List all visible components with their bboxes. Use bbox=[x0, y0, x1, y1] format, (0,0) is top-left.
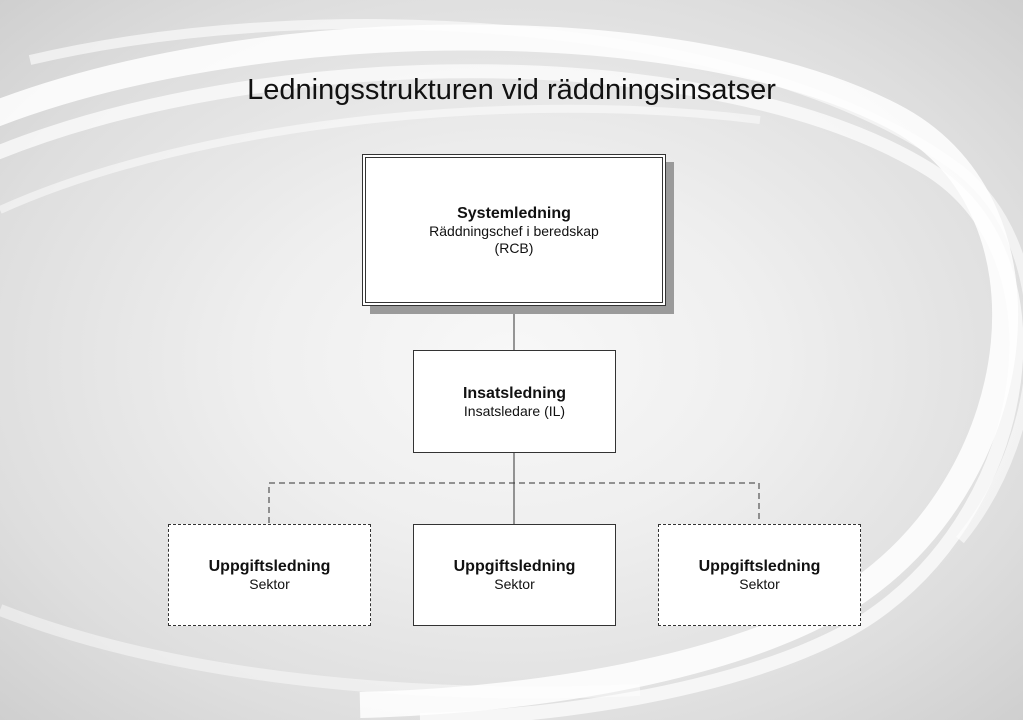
systemledning-box bbox=[362, 154, 666, 306]
uppgiftsledning-box-left bbox=[168, 524, 371, 626]
diagram-title: Ledningsstrukturen vid räddningsinsatser bbox=[247, 74, 776, 106]
systemledning-abbrev: (RCB) bbox=[494, 239, 534, 256]
uppgiftsledning-heading: Uppgiftsledning bbox=[698, 558, 821, 575]
insatsledning-role: Insatsledare (IL) bbox=[463, 402, 566, 419]
uppgiftsledning-sector: Sektor bbox=[249, 576, 290, 592]
uppgiftsledning-box-middle bbox=[413, 524, 616, 626]
systemledning-role: Räddningschef i beredskap bbox=[429, 222, 599, 239]
insatsledning-box bbox=[413, 350, 616, 453]
uppgiftsledning-sector: Sektor bbox=[494, 576, 535, 592]
systemledning-heading: Systemledning bbox=[457, 204, 571, 222]
insatsledning-heading: Insatsledning bbox=[462, 384, 567, 402]
uppgiftsledning-heading: Uppgiftsledning bbox=[453, 558, 576, 575]
uppgiftsledning-heading: Uppgiftsledning bbox=[208, 558, 331, 575]
uppgiftsledning-box-right bbox=[658, 524, 861, 626]
uppgiftsledning-sector: Sektor bbox=[739, 576, 780, 592]
